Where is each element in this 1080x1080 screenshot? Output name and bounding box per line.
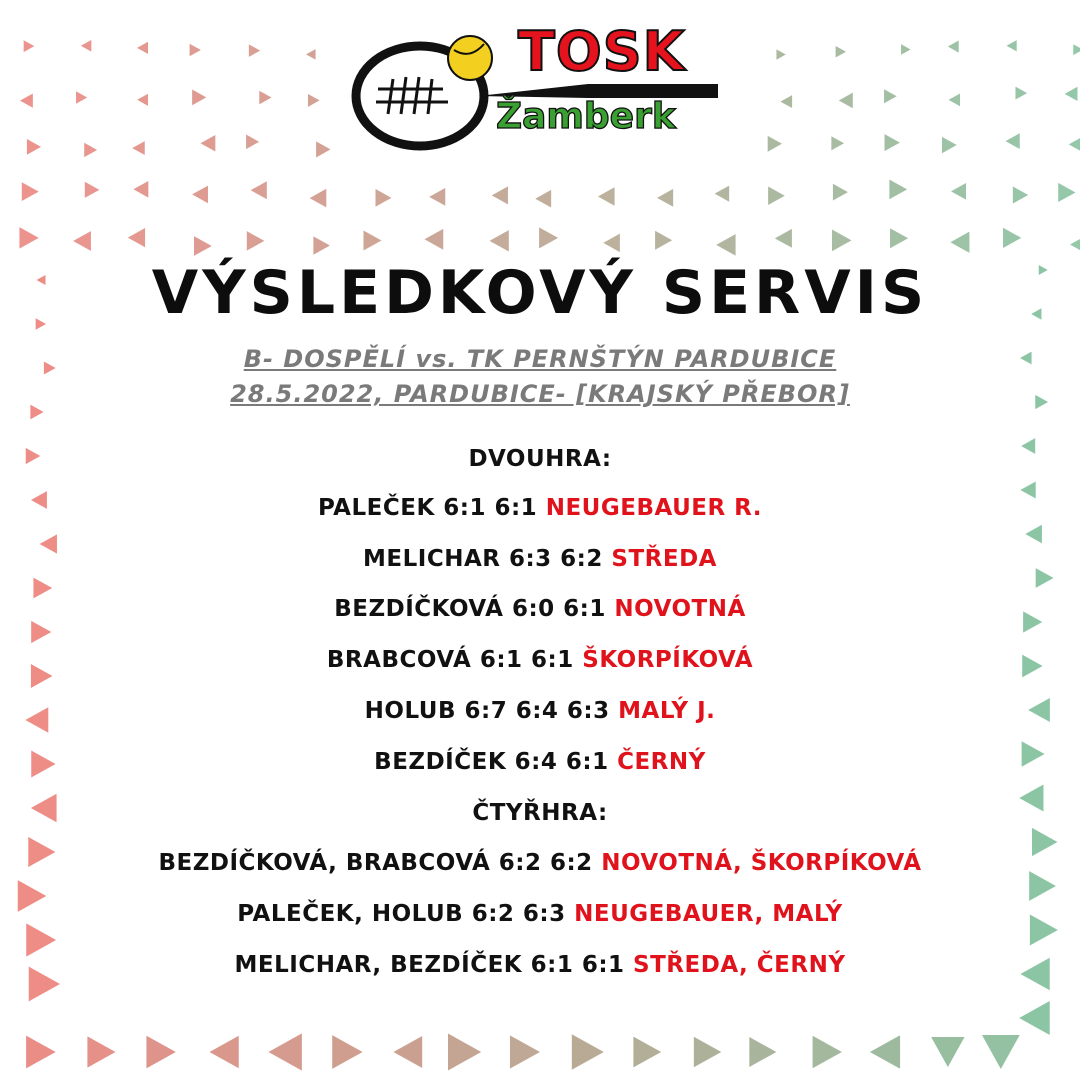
- decor-triangle: [76, 91, 87, 103]
- decor-triangle: [200, 135, 215, 152]
- decor-triangle: [1007, 40, 1017, 51]
- decor-triangle: [132, 141, 145, 155]
- home-result: MELICHAR, BEZDÍČEK 6:1 6:1: [234, 952, 625, 978]
- decor-triangle: [19, 227, 38, 248]
- decor-triangle: [768, 136, 782, 152]
- singles-result-row: [0, 546, 1080, 572]
- decor-triangle: [249, 44, 260, 57]
- logo-name-top: TOSK: [518, 20, 686, 83]
- decor-triangle: [716, 234, 735, 256]
- decor-triangle: [308, 94, 320, 107]
- decor-triangle: [146, 1036, 175, 1069]
- decor-triangle: [1070, 235, 1080, 254]
- decor-triangle: [839, 93, 853, 109]
- decor-triangle: [85, 182, 100, 198]
- decor-triangle: [775, 229, 792, 248]
- decor-triangle: [1025, 525, 1042, 543]
- decor-triangle: [831, 136, 844, 150]
- decor-triangle: [332, 1035, 362, 1069]
- decor-triangle: [949, 93, 960, 106]
- decor-triangle: [633, 1037, 661, 1068]
- decor-triangle: [192, 186, 208, 204]
- decor-triangle: [192, 90, 206, 106]
- decor-triangle: [247, 231, 265, 250]
- page-title: VÝSLEDKOVÝ SERVIS: [151, 258, 929, 328]
- decor-triangle: [813, 1036, 842, 1069]
- decor-triangle: [448, 1034, 481, 1071]
- decor-triangle: [1073, 44, 1080, 55]
- decor-triangle: [749, 1037, 776, 1067]
- decor-triangle: [948, 41, 959, 53]
- doubles-result-row: [0, 850, 1080, 876]
- decor-triangle: [931, 1037, 964, 1067]
- decor-triangle: [950, 232, 969, 253]
- decor-triangle: [833, 184, 848, 201]
- decor-triangle: [715, 186, 729, 202]
- singles-result-row: [0, 596, 1080, 622]
- decor-triangle: [27, 139, 41, 155]
- decor-triangle: [1019, 1001, 1050, 1035]
- decor-triangle: [598, 187, 615, 205]
- decor-triangle: [1006, 133, 1020, 149]
- decor-triangle: [1058, 183, 1075, 202]
- decor-triangle: [832, 229, 852, 251]
- doubles-result-row: [0, 952, 1080, 978]
- decor-triangle: [490, 230, 509, 251]
- decor-triangle: [889, 179, 907, 199]
- decor-triangle: [942, 137, 957, 153]
- decor-triangle: [73, 231, 91, 251]
- home-result: MELICHAR 6:3 6:2: [363, 546, 603, 572]
- decor-triangle: [694, 1037, 721, 1068]
- singles-result-row: [0, 698, 1080, 724]
- singles-heading: DVOUHRA:: [468, 446, 612, 472]
- decor-triangle: [885, 134, 900, 151]
- decor-triangle: [22, 182, 39, 201]
- decor-triangle: [884, 89, 897, 103]
- match-subtitle: B- DOSPĚLÍ vs. TK PERNŠTÝN PARDUBICE: [243, 345, 837, 373]
- decor-triangle: [268, 1033, 301, 1070]
- decor-triangle: [1003, 228, 1021, 248]
- decor-triangle: [780, 95, 792, 108]
- decor-triangle: [133, 181, 148, 198]
- decor-triangle: [429, 188, 445, 206]
- decor-triangle: [128, 228, 145, 247]
- decor-triangle: [259, 91, 271, 105]
- opponent-name: NOVOTNÁ: [614, 596, 746, 622]
- decor-triangle: [84, 143, 97, 157]
- decor-triangle: [137, 42, 148, 54]
- opponent-names: NEUGEBAUER, MALÝ: [574, 901, 843, 927]
- decor-triangle: [982, 1035, 1020, 1069]
- decor-triangle: [137, 94, 148, 106]
- doubles-heading: ČTYŘHRA:: [472, 800, 608, 826]
- decor-triangle: [776, 49, 785, 59]
- home-result: BEZDÍČEK 6:4 6:1: [374, 749, 609, 775]
- decor-triangle: [31, 621, 51, 643]
- opponent-names: NOVOTNÁ, ŠKORPÍKOVÁ: [601, 850, 922, 876]
- decor-triangle: [901, 44, 911, 55]
- decor-triangle: [24, 40, 35, 52]
- decor-triangle: [836, 46, 846, 58]
- decor-triangle: [87, 1036, 115, 1067]
- singles-result-row: [0, 495, 1080, 521]
- decor-triangle: [376, 189, 392, 207]
- opponent-name: STŘEDA: [611, 546, 717, 572]
- opponent-names: STŘEDA, ČERNÝ: [633, 952, 846, 978]
- home-result: BEZDÍČKOVÁ 6:0 6:1: [334, 596, 606, 622]
- home-result: PALEČEK 6:1 6:1: [317, 495, 538, 521]
- decor-triangle: [425, 229, 444, 250]
- decor-triangle: [393, 1036, 422, 1068]
- tosk-zamberk-logo: [348, 14, 728, 154]
- singles-result-row: [0, 647, 1080, 673]
- decor-triangle: [210, 1036, 239, 1068]
- decor-triangle: [572, 1034, 604, 1070]
- decor-triangle: [870, 1035, 900, 1069]
- opponent-name: ŠKORPÍKOVÁ: [582, 647, 754, 673]
- decor-triangle: [194, 236, 212, 256]
- decor-triangle: [768, 187, 785, 206]
- decor-triangle: [951, 183, 966, 200]
- decor-triangle: [246, 135, 259, 150]
- decor-triangle: [657, 189, 673, 207]
- opponent-name: MALÝ J.: [618, 698, 716, 724]
- opponent-name: NEUGEBAUER R.: [545, 495, 763, 521]
- decor-triangle: [81, 40, 91, 52]
- opponent-name: ČERNÝ: [617, 749, 706, 775]
- decor-triangle: [1013, 186, 1028, 203]
- decor-triangle: [890, 228, 908, 248]
- singles-result-row: [0, 749, 1080, 775]
- home-result: BEZDÍČKOVÁ, BRABCOVÁ 6:2 6:2: [158, 850, 593, 876]
- home-result: PALEČEK, HOLUB 6:2 6:3: [237, 901, 566, 927]
- decor-triangle: [363, 230, 381, 250]
- decor-triangle: [190, 44, 201, 57]
- logo-name-bottom: Žamberk: [496, 96, 676, 137]
- decor-triangle: [306, 49, 316, 60]
- decor-triangle: [510, 1035, 540, 1068]
- doubles-result-row: [0, 901, 1080, 927]
- decor-triangle: [1069, 137, 1080, 153]
- decor-triangle: [1015, 87, 1027, 100]
- decor-triangle: [310, 189, 327, 208]
- decor-triangle: [1065, 87, 1078, 101]
- decor-triangle: [603, 234, 620, 252]
- decor-triangle: [313, 236, 330, 254]
- home-result: HOLUB 6:7 6:4 6:3: [364, 698, 610, 724]
- match-date-location: 28.5.2022, PARDUBICE- [KRAJSKÝ PŘEBOR]: [230, 380, 850, 408]
- decor-triangle: [535, 190, 551, 208]
- home-result: BRABCOVÁ 6:1 6:1: [326, 647, 574, 673]
- decor-triangle: [26, 1036, 56, 1069]
- decor-triangle: [251, 181, 267, 199]
- decor-triangle: [316, 141, 330, 157]
- decor-triangle: [492, 186, 508, 204]
- decor-triangle: [20, 93, 33, 107]
- decor-triangle: [655, 231, 672, 250]
- decor-triangle: [539, 227, 558, 248]
